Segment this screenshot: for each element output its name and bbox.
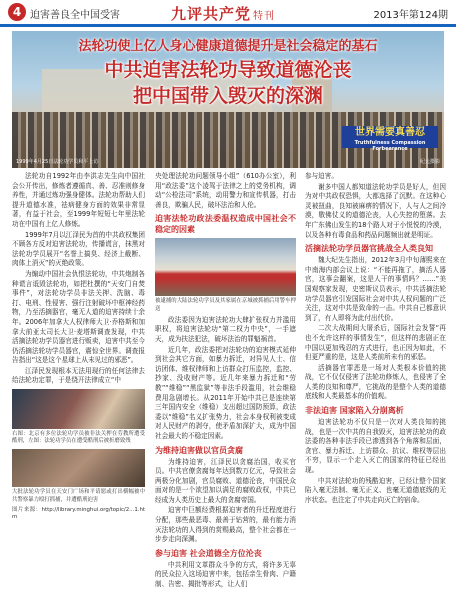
col2-paragraph: 政法委因为迫害法轮功大肆扩张权力并滥用职权，将迫害法轮功“第二权力中央”，一手遮天，成为扶法犯法，破坏法治的罪魁祸首。 <box>155 315 296 343</box>
column-3 <box>305 172 446 506</box>
masthead-title: 九评共产党 <box>171 5 252 23</box>
col3-paragraph: 魏大纪先生指出，2012年3月中旬薄熙来在中南海内部会议上说：“不能再拖了，摘活人器官，这事会翻案，这是人干的事情吗？……”美国观察家发现，史密斯议员表示，中共活摘法轮功学员器官引发国际社会对中共人权问题的广泛关注，这对中共是致命的一击。中共自己都意识到了，有人即将为此付出代价。 <box>305 256 446 322</box>
subheading-collapse: 非法迫害 国家陷入分崩离析 <box>305 406 404 416</box>
torture-photo <box>12 389 145 429</box>
col2-paragraph: 迫害中巨额经费根据迫害者的升迁程度进行分配，那些最恶毒、最善于钻营的，最有能力消灭法轮功的人得到的赏赐最高，整个社会都在一步步走向深渊。 <box>155 506 296 544</box>
page-header <box>0 0 456 28</box>
col2-paragraph: 央处理法轮功问题领导小组”（610办公室），利用“政法委”这个凌驾于法律之上的党务机构，调动“公检法司”系统，动用警力和宣传机器，打击善良，欺骗人民，破坏法治和人伦。 <box>155 172 296 209</box>
headline-line-1: 中共迫害法轮功导致道德沦丧 <box>104 59 352 81</box>
arrest-photo <box>12 449 145 487</box>
col2-paragraph: 为维持迫害，江泽民以贪腐治国，收买官员。中共官僚贪腐每年达到数万亿元，导致社会两极分化加剧，官员腐败、道德沦丧，中国民众面对的是一个欲望加以满足的腐败政权，中共已经成为人类历史上最大的贪腐帝国。 <box>155 457 296 504</box>
sign-subtext: Truthfulness Compassion Forbearance <box>354 140 426 152</box>
headline-line-2: 把中国带入毁灭的深渊 <box>132 85 323 107</box>
police-photo <box>155 238 296 296</box>
col2-paragraph: 近几年，政法委把对法轮功的迫害模式延伸到社会其它方面，如暴力拆迁，对异见人士、信访团体、维权律师和上访群众打压监控，监控、抄家、没收财产等。近几年来暴力拆迁和“劳教”“维稳”“黑监狱”等非法手段滥用，社会维稳费用急剧增长。从2011年开始中共已是连续第三年国内安全（维稳）支出超过国防预算，政法委以“维稳”名义扩张势力，社会本身权利被变成对人民财产的剥夺，使矛盾加深扩大，成为中国社会最大的不稳定因素。 <box>155 345 296 440</box>
banner-credit: 纪元摄影 <box>419 159 440 165</box>
col3-paragraph: 中共对法轮功的残酷迫害，已经让整个国家陷入毫无法制、毫无正义、也毫无道德底线的无序状态。也注定了中共走向灭亡的宿命。 <box>305 476 446 504</box>
banner-caption: 1999年4月25日法轮功学员和平上访 <box>16 159 99 165</box>
image-source-url[interactable]: http://library.minghui.org/topic/2...1.htm <box>12 506 145 520</box>
col3-paragraph: 迫害法轮功不仅只是一次对人类良知的挑战，也是一次中共的自我毁灭，迫害法轮功的政法委的各种非法手段已渗透到各个角落和层面，贪官、暴力拆迁、上访群众、抗议、维权等层出不穷，显示一个走入灭亡的国家的特征已经出现。 <box>305 418 446 475</box>
column-1 <box>12 172 145 521</box>
subheading-morality: 参与迫害 社会道德全方位沦丧 <box>155 548 262 558</box>
col3-paragraph: 二次大战期间大屠杀后，国际社会发誓“再也不允许这样的事情发生”，但这样的悲剧正在中国以更加残忍的方式进行，也正因为如此，不但更严重的是，这是人类前所未有的邪恶。 <box>305 324 446 362</box>
col3-paragraph: 参与迫害。 <box>305 172 338 180</box>
subheading-organ-harvesting: 活摘法轮功学员器官挑战全人类良知 <box>305 244 433 254</box>
subheading-political-committee: 迫害法轮功政法委温权造成中国社会不稳定的因素 <box>155 214 296 235</box>
col2-paragraph: 中共利用文革群众斗争的方式，将许多无辜的民众拉入这场迫害中来，包括亲生骨肉、户籍制、告密、揭批等形式，让人们 <box>155 560 296 589</box>
masthead-sub: 特刊 <box>253 11 276 22</box>
column-2 <box>155 172 296 591</box>
page-number: 4 <box>8 3 26 21</box>
masthead <box>171 3 275 24</box>
banner-sign <box>342 126 438 152</box>
col3-paragraph: 谢多中国人都知道法轮功学员是好人，但因为对中共政权恐惧，大都选择了沉默。在这种心灵被扭曲，良知被麻痹的情况下，人与人之间冷漠，敬佛仗义的道德沦丧，人心失控的堕落。去年广东佛山发生的18个路人对于小悦悦的冷漠，以及各种有毒食品和药品问题频出就是明证。 <box>305 182 446 239</box>
col1-paragraph: 1999年7月以江泽民为首的中共政权集团不顾各方反对迫害法轮功，传播谎言，抹黑对法轮功学员展开“名誉上搞臭、经济上截断、肉体上消灭”的灭绝政策。 <box>12 230 145 268</box>
arrest-photo-caption: 大批法轮功学员在天安门广场和平请愿或打出横幅被中共警察暴力殴打抓捕，并遭酷刑迫害 <box>12 489 145 503</box>
col1-paragraph: 为煽动中国社会仇恨法轮功，中共炮制各种谎言诋毁法轮功，如把杜撰的“天安门自焚事件”，对法轮功学员非法关押、洗脑、毒打、电刑、性侵害、强行注射破坏中枢神经药物，乃至活摘器官，毫无人道的迫害持续十余年。2006年加拿大人权律师大卫·乔格斯和加拿大前亚太司长大卫·麦塔斯调查发现，中共活摘法轮功学员器官进行贩卖，迫害中共至今仍活摘法轮功学员器官，震惊全世界。调查报告指出“这是这个星球上从未见过的邪恶”。 <box>12 269 145 365</box>
banner-headline <box>12 57 444 109</box>
image-source <box>12 507 145 521</box>
sign-text: 世界需要真善忍 <box>355 127 425 138</box>
col1-paragraph: 法轮功自1992年由李洪志先生向中国社会公开传出，修炼者遵循真、善、忍准则修身养性，并通过炼功强身健体。法轮功帮助人们提升道德水准，祛病健身方面的效果非常显著，有益于社会，至1999年短短七年里法轮功在中国有上亿人修炼。 <box>12 172 145 228</box>
col3-paragraph: 活摘器官罪恶是一场对人类根本价值的挑战，它不仅仅侵害了法轮功修炼人，也侵害了全人类的良知和尊严，它挑战的是整个人类的道德底线和人类最基本的价值观。 <box>305 363 446 401</box>
subheading-corruption: 为维持迫害做以官员贪腐 <box>155 445 243 455</box>
image-source-label: 图片来源： <box>12 506 42 513</box>
torture-photo-caption: 右图：北京有多位法轮功学员被非法关押在劳教所遭受酷刑，左图：法轮功学员在遭受酷刑后被折磨致残 <box>12 431 145 445</box>
issue-number: 2013年第124期 <box>373 10 448 21</box>
banner-subtitle: 法轮功使上亿人身心健康道德提升是社会稳定的基石 <box>78 39 378 54</box>
police-photo-caption: 被逮捕的大陆法轮功学员及其家属在京城被抓捕后用警车押送 <box>155 298 296 312</box>
col1-paragraph: 江泽民发现根本无法用现行的任何法律去给法轮功定罪，于是绕开法律成立“中 <box>12 366 145 385</box>
banner-photo <box>12 31 444 168</box>
header-rule <box>0 24 456 27</box>
section-title: 迫害善良全中国受害 <box>30 10 120 21</box>
